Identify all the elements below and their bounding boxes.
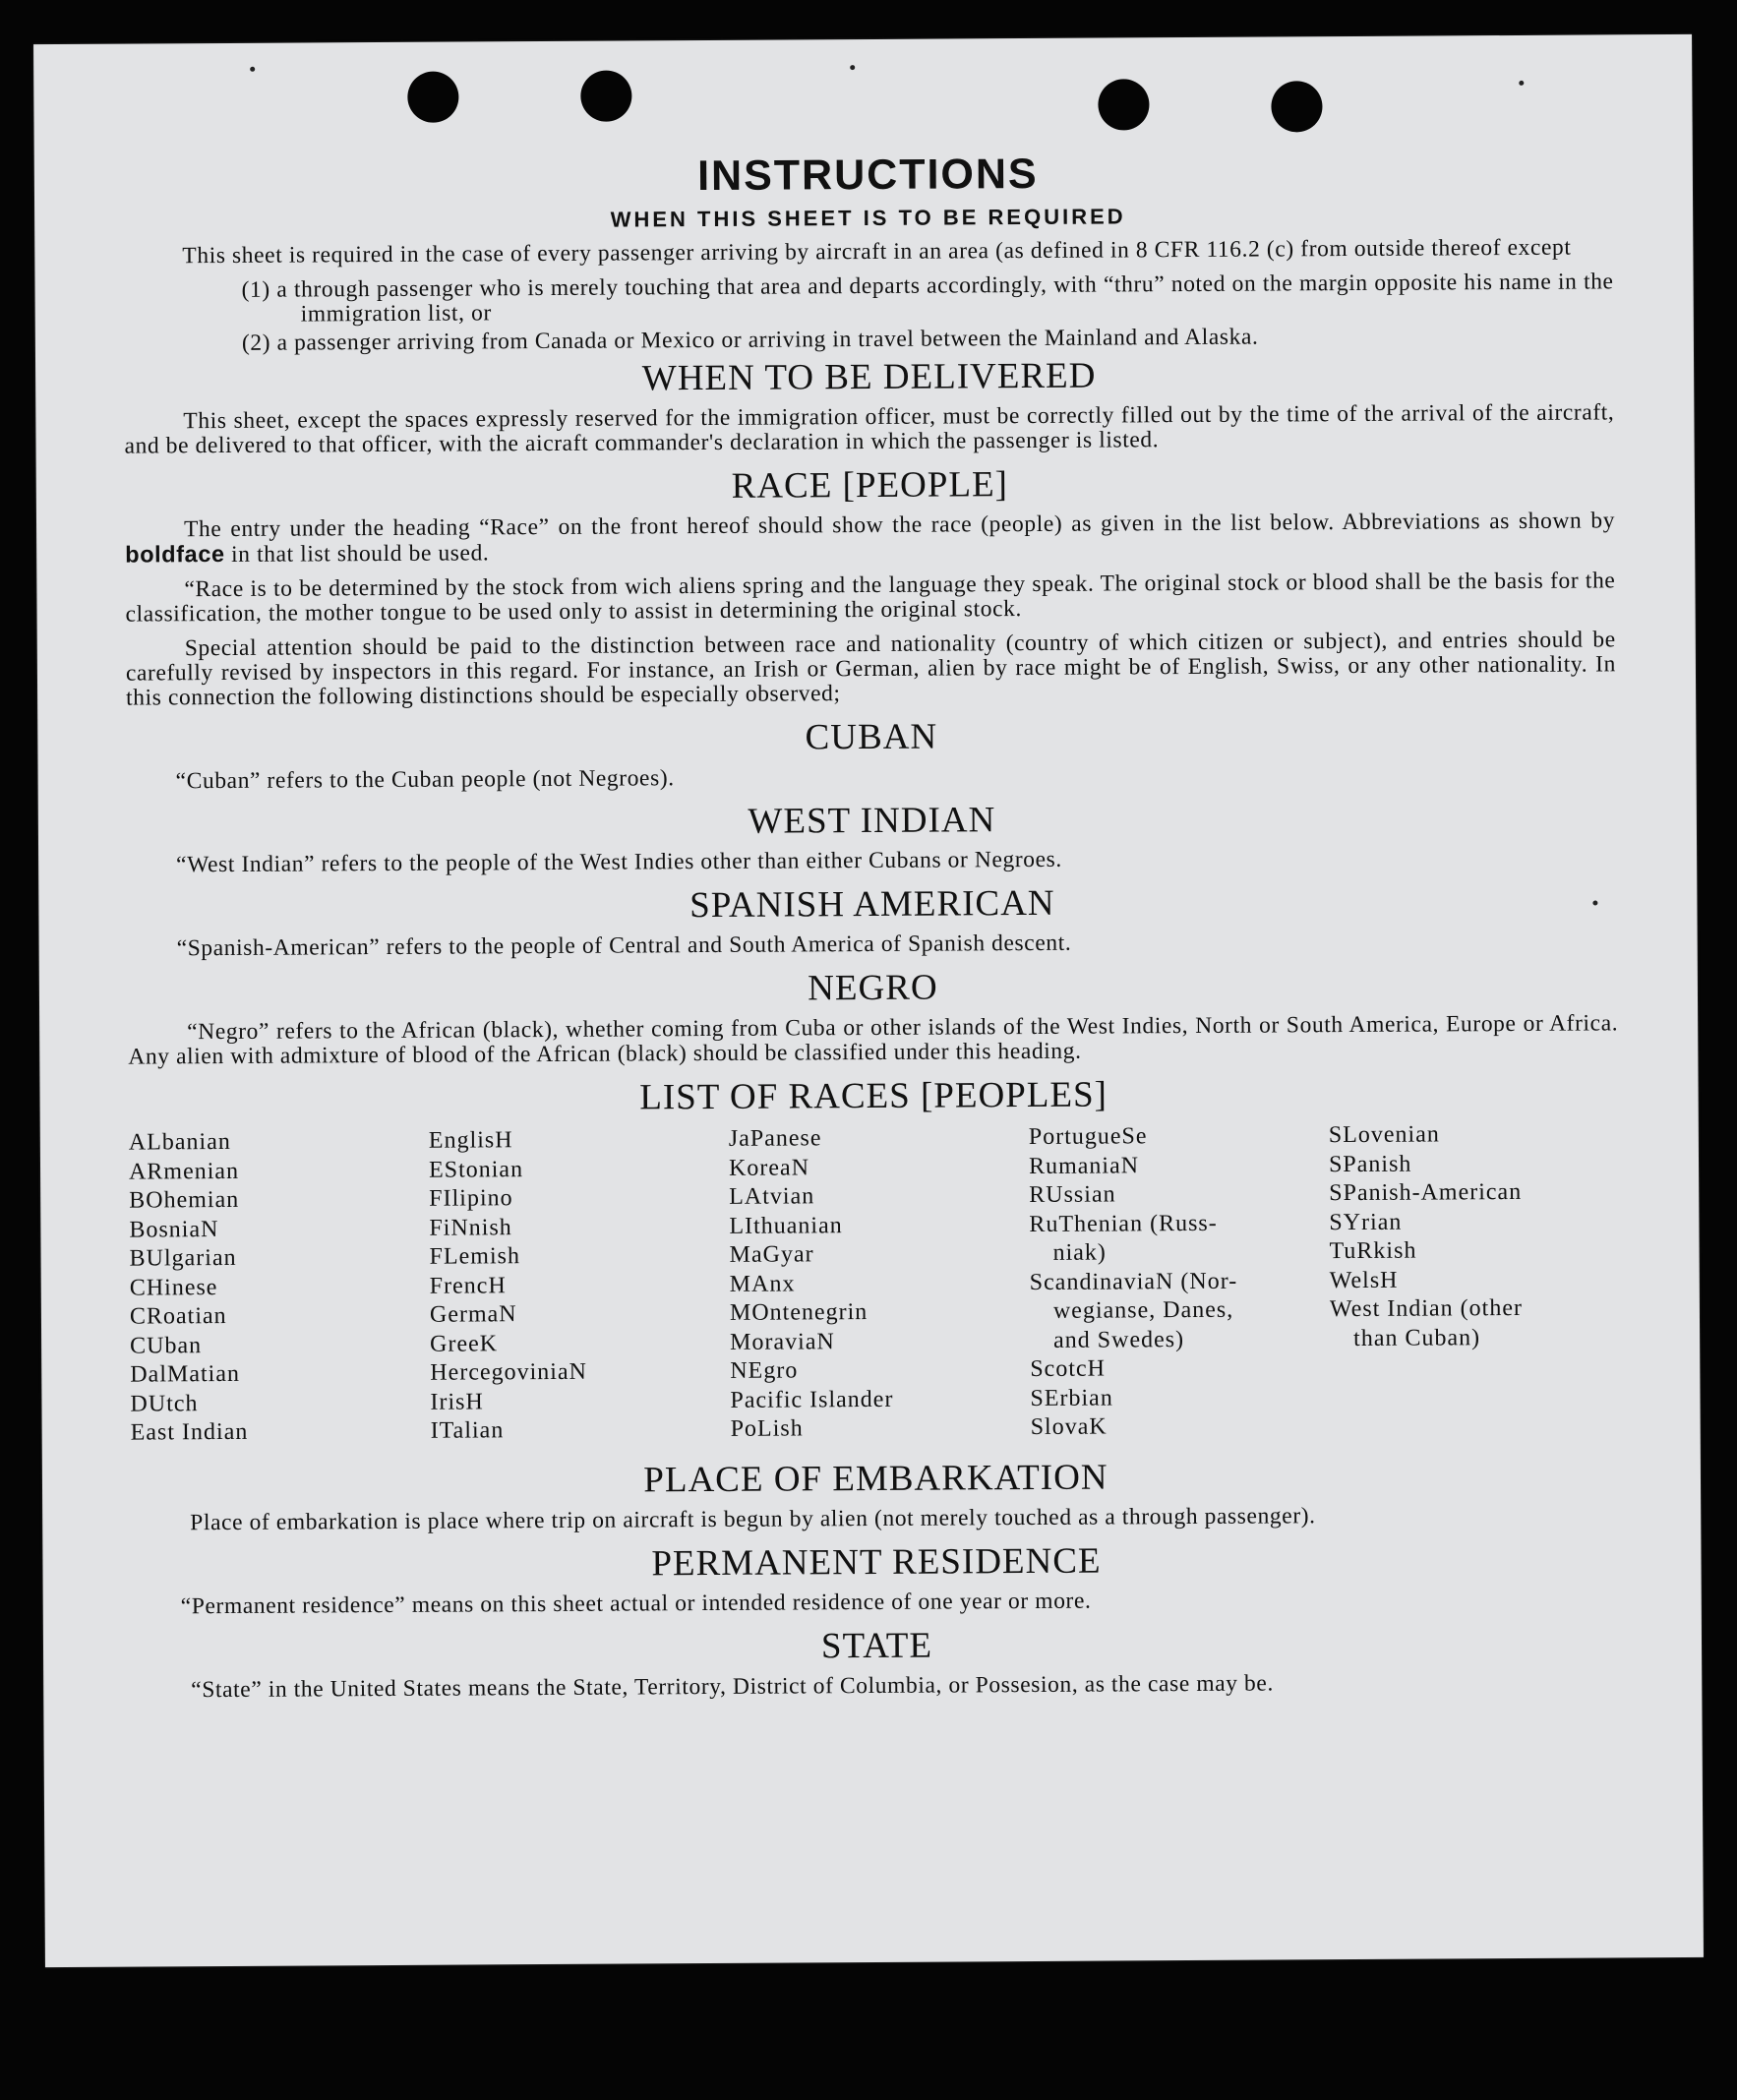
race-entry-continuation: wegianse, Danes, <box>1052 1296 1234 1324</box>
section-heading-embarkation: PLACE OF EMBARKATION <box>643 1457 1108 1500</box>
race-entry: RuThenian (Russ- <box>1029 1210 1218 1237</box>
race-paragraph-1 <box>125 509 1615 568</box>
race-column <box>1029 1121 1331 1442</box>
embarkation-text: Place of embarkation is place where trip on aircraft is begun by alien (not merely touched as a through passenger). <box>190 1502 1316 1535</box>
race-entry: MOntenegrin <box>729 1299 868 1326</box>
race-entry: FIlipino <box>429 1185 513 1212</box>
race-entry: JaPanese <box>728 1125 822 1152</box>
section-heading-spanish-american: SPANISH AMERICAN <box>689 882 1055 927</box>
race-entry: LAtvian <box>729 1183 815 1210</box>
race-entry: West Indian (other <box>1329 1294 1524 1323</box>
race-entry: HercegoviniaN <box>430 1358 587 1386</box>
required-intro: This sheet is required in the case of every passenger arriving by aircraft in an area (as defined in 8 CFR 116.2 (c) from outside thereof except <box>182 234 1572 270</box>
negro-text: “Negro” refers to the African (black), whether coming from Cuba or other islands of the West Indies, North or South America, Europe or Africa. Any alien with admixture of blood of the African (black) should be classified under this heading. <box>128 1010 1619 1070</box>
race-entry: ITalian <box>430 1417 505 1444</box>
section-heading-state: STATE <box>820 1625 933 1666</box>
race-entry-continuation: and Swedes) <box>1053 1326 1185 1353</box>
document-page <box>33 34 1704 1967</box>
race-entry: ARmenian <box>128 1158 240 1185</box>
race-entry: DalMatian <box>130 1360 241 1388</box>
race-entry: WelsH <box>1329 1267 1399 1293</box>
section-heading-negro: NEGRO <box>808 967 938 1009</box>
section-heading-residence: PERMANENT RESIDENCE <box>651 1540 1102 1584</box>
race-entry: SErbian <box>1030 1384 1113 1411</box>
punch-hole <box>1271 81 1322 132</box>
race-entry: DUtch <box>130 1390 199 1417</box>
race-paragraph-2: “Race is to be determined by the stock from wich aliens spring and the language they speak. The original stock or blood shall be the basis for the classification, the mother tongue to be used only to assist in determining the original stock. <box>125 568 1616 628</box>
exception-item-2: (2) a passenger arriving from Canada or Mexico or arriving in travel between the Mainland and Alaska. <box>241 324 1259 356</box>
race-entry: EStonian <box>428 1156 524 1183</box>
race-entry: NEgro <box>730 1357 799 1384</box>
race-entry-continuation: niak) <box>1052 1239 1107 1266</box>
exception-item-1: (1) a through passenger who is merely touching that area and departs accordingly, with “thru” noted on the margin opposite his name in the immigration list, or <box>241 269 1614 328</box>
cuban-text: “Cuban” refers to the Cuban people (not Negroes). <box>175 765 675 795</box>
residence-text: “Permanent residence” means on this sheet actual or intended residence of one year or more. <box>180 1588 1092 1619</box>
race-entry: ScotcH <box>1030 1355 1107 1383</box>
race-entry: SLovenian <box>1328 1121 1440 1149</box>
race-entry: MoraviaN <box>730 1328 835 1355</box>
race-entry: East Indian <box>130 1418 249 1446</box>
race-entry: SYrian <box>1329 1209 1403 1235</box>
race-entry: MAnx <box>729 1270 796 1297</box>
race-entry: GreeK <box>430 1330 499 1357</box>
section-heading-west-indian: WEST INDIAN <box>748 800 996 842</box>
race-entry: RumaniaN <box>1028 1152 1140 1179</box>
race-entry: BOhemian <box>129 1186 240 1214</box>
race-entry: KoreaN <box>728 1154 810 1181</box>
punch-hole <box>1098 79 1149 130</box>
race-entry: SPanish <box>1328 1151 1412 1177</box>
race-column <box>129 1127 431 1448</box>
dust-speck <box>1519 81 1524 86</box>
state-text: “State” in the United States means the State, Territory, District of Columbia, or Possesion, as the case may be. <box>191 1669 1274 1703</box>
race-list <box>129 1119 1621 1448</box>
race-p1-bold: boldface <box>125 540 225 568</box>
punch-hole <box>407 72 458 123</box>
race-entry: FLemish <box>429 1243 521 1270</box>
race-column <box>429 1125 731 1446</box>
dust-speck <box>850 65 855 70</box>
instructions-content <box>123 145 1623 1712</box>
race-entry: IrisH <box>430 1388 484 1415</box>
race-entry: CUban <box>130 1332 203 1359</box>
west-indian-text: “West Indian” refers to the people of the West Indies other than either Cubans or Negroes. <box>176 846 1062 878</box>
race-entry: BosniaN <box>129 1216 219 1243</box>
race-entry: GermaN <box>429 1301 517 1328</box>
section-heading-list: LIST OF RACES [PEOPLES] <box>639 1074 1108 1118</box>
race-paragraph-3: Special attention should be paid to the distinction between race and nationality (country of which citizen or subject), and entries should be carefully revised by inspectors in this regard. For instance, an Irish or German, alien by race might be of English, Swiss, or any other nationality. In this connection the following distinctions should be especially observed; <box>125 627 1617 711</box>
race-entry: ScandinaviaN (Nor- <box>1029 1268 1238 1295</box>
section-heading-cuban: CUBAN <box>805 716 938 758</box>
race-entry: Pacific Islander <box>730 1386 894 1413</box>
race-entry: ALbanian <box>128 1128 231 1156</box>
race-entry: SPanish-American <box>1329 1178 1523 1207</box>
spanish-american-text: “Spanish-American” refers to the people of Central and South America of Spanish descent. <box>176 930 1072 962</box>
page-title: INSTRUCTIONS <box>696 150 1039 201</box>
race-entry: MaGyar <box>729 1241 814 1268</box>
race-entry: LIthuanian <box>729 1212 843 1239</box>
race-entry: SlovaK <box>1030 1413 1108 1441</box>
section-heading-delivered: WHEN TO BE DELIVERED <box>641 355 1097 399</box>
punch-hole <box>580 70 631 121</box>
race-entry: PoLish <box>730 1415 804 1442</box>
page-subtitle: WHEN THIS SHEET IS TO BE REQUIRED <box>610 204 1126 232</box>
race-entry: RUssian <box>1029 1181 1116 1209</box>
race-entry: FiNnish <box>429 1214 512 1241</box>
race-entry: CHinese <box>129 1274 218 1301</box>
race-entry: PortugueSe <box>1028 1123 1148 1151</box>
race-p1-before: The entry under the heading “Race” on the front hereof should show the race (people) as given in the list below. Abbreviations as shown by <box>183 508 1616 543</box>
delivered-text: This sheet, except the spaces expressly reserved for the immigration officer, must be correctly filled out by the time of the arrival of the aircraft, and be delivered to that officer, with the aicraft commander's declaration in which the passenger is listed. <box>124 399 1615 459</box>
race-p1-after: in that list should be used. <box>224 540 490 568</box>
race-entry: EnglisH <box>428 1127 513 1154</box>
race-entry: FrencH <box>429 1272 507 1299</box>
race-entry: BUlgarian <box>129 1244 237 1272</box>
race-entry-continuation: than Cuban) <box>1353 1324 1481 1351</box>
dust-speck <box>250 67 255 72</box>
race-entry: CRoatian <box>129 1302 227 1330</box>
race-column <box>1329 1119 1626 1440</box>
section-heading-race: RACE [PEOPLE] <box>731 464 1009 507</box>
race-entry: TuRkish <box>1329 1237 1417 1265</box>
race-column <box>729 1123 1031 1444</box>
